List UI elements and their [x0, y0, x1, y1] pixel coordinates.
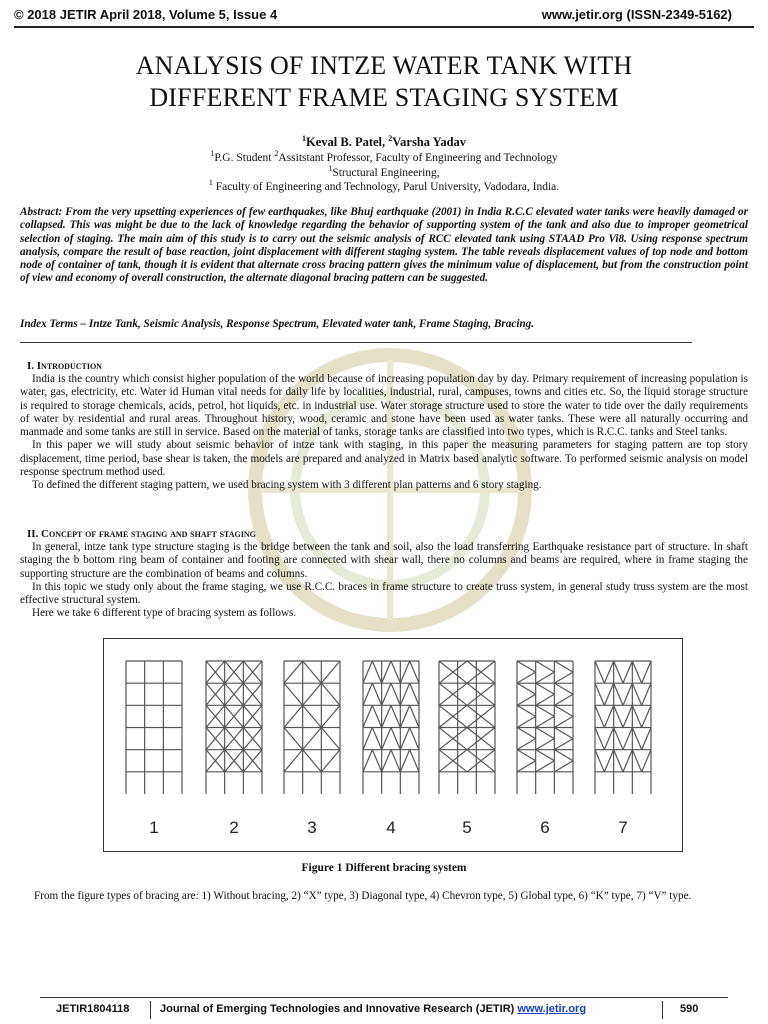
brace — [536, 672, 555, 683]
brace — [614, 661, 623, 683]
paragraph: Here we take 6 different type of bracing system as follows. — [32, 607, 297, 620]
paper-title: ANALYSIS OF INTZE WATER TANK WITH DIFFERENT FRAME STAGING SYSTEM — [135, 51, 633, 112]
brace — [410, 705, 419, 727]
brace — [554, 761, 573, 772]
brace — [400, 661, 409, 683]
brace — [372, 661, 381, 683]
frame-label: 5 — [462, 818, 472, 837]
affiliation-line-3: $^1$ Faculty of Engineering and Technology, Parul University, Vadodara, India. — [208, 178, 560, 193]
brace — [372, 683, 381, 705]
brace — [554, 728, 573, 739]
brace — [595, 750, 604, 772]
brace — [382, 728, 391, 750]
brace — [303, 661, 322, 683]
brace — [517, 661, 536, 672]
footer-divider — [40, 997, 728, 998]
brace — [400, 705, 409, 727]
header-journal-info: © 2018 JETIR April 2018, Volume 5, Issue 4 — [14, 7, 278, 22]
section-divider — [20, 342, 692, 343]
figure-description: From the figure types of bracing are: 1) Without bracing, 2) “X” type, 3) Diagonal type, 4) Chevron type, 5) Global type, 6) “K” type, 7) “V” type. — [34, 890, 692, 902]
brace — [303, 750, 322, 772]
brace — [536, 661, 555, 672]
section-heading-introduction: I. Introduction — [27, 360, 102, 372]
brace — [391, 728, 400, 750]
brace — [321, 705, 340, 727]
brace — [604, 683, 613, 705]
brace — [372, 728, 381, 750]
brace — [632, 728, 641, 750]
brace — [632, 750, 641, 772]
brace — [400, 728, 409, 750]
brace — [642, 750, 651, 772]
brace — [595, 728, 604, 750]
brace — [400, 750, 409, 772]
frame-label: 2 — [229, 818, 239, 837]
brace — [303, 683, 322, 705]
brace — [321, 728, 340, 750]
brace — [632, 683, 641, 705]
brace — [303, 705, 322, 727]
brace — [321, 750, 340, 772]
brace — [623, 750, 632, 772]
brace — [554, 694, 573, 705]
brace — [614, 750, 623, 772]
brace — [410, 728, 419, 750]
brace — [372, 705, 381, 727]
bracing-figure — [103, 638, 683, 852]
brace — [391, 661, 400, 683]
frame-label: 4 — [386, 818, 396, 837]
brace — [517, 761, 536, 772]
brace — [382, 683, 391, 705]
brace — [400, 683, 409, 705]
brace — [623, 728, 632, 750]
brace — [554, 672, 573, 683]
brace — [517, 739, 536, 750]
footer-link[interactable]: www.jetir.org — [517, 1003, 587, 1015]
brace — [554, 661, 573, 672]
brace — [604, 661, 613, 683]
page-number: 590 — [680, 1003, 699, 1015]
brace — [363, 705, 372, 727]
affiliation-line-2: $^1$Structural Engineering, — [328, 164, 440, 179]
brace — [517, 705, 536, 716]
index-terms: Index Terms – Intze Tank, Seismic Analysis, Response Spectrum, Elevated water tank, Frame Staging, Bracing. — [20, 318, 535, 330]
brace — [536, 694, 555, 705]
brace — [372, 750, 381, 772]
brace — [632, 661, 641, 683]
brace — [554, 705, 573, 716]
brace — [536, 750, 555, 761]
introduction-body — [20, 373, 748, 493]
brace — [382, 705, 391, 727]
brace — [536, 716, 555, 727]
footer-journal: Journal of Emerging Technologies and Innovative Research (JETIR) www.jetir.org — [160, 1003, 587, 1015]
brace — [614, 683, 623, 705]
brace — [595, 705, 604, 727]
bracing-diagrams — [104, 639, 682, 851]
brace — [363, 728, 372, 750]
brace — [303, 728, 322, 750]
brace — [410, 683, 419, 705]
brace — [614, 705, 623, 727]
author-list: $^1$Keval B. Patel, $^2$Varsha Yadav — [301, 134, 467, 150]
footer-separator — [150, 1001, 151, 1019]
brace — [410, 750, 419, 772]
header-website: www.jetir.org (ISSN-2349-5162) — [541, 7, 732, 22]
frame-staging-body — [20, 541, 748, 621]
brace — [536, 739, 555, 750]
brace — [595, 661, 604, 683]
paragraph: To defined the different staging pattern, we used bracing system with 3 different plan patterns and 6 story staging. — [32, 479, 542, 492]
brace — [554, 750, 573, 761]
brace — [382, 750, 391, 772]
brace — [363, 750, 372, 772]
brace — [642, 705, 651, 727]
brace — [595, 683, 604, 705]
brace — [517, 750, 536, 761]
brace — [536, 761, 555, 772]
brace — [391, 705, 400, 727]
brace — [604, 728, 613, 750]
brace — [604, 705, 613, 727]
brace — [284, 683, 303, 705]
brace — [284, 750, 303, 772]
paragraph: In this topic we study only about the frame staging, we use R.C.C. braces in frame structure to create truss system, in general study truss system are the most effective structural system. — [20, 580, 748, 607]
brace — [391, 683, 400, 705]
frame-label: 7 — [618, 818, 628, 837]
brace — [623, 705, 632, 727]
brace — [321, 661, 340, 683]
paragraph: In general, intze tank type structure staging is the bridge between the tank and soil, also the load transferring Earthquake resistance part of structure. In shaft staging the b bottom ring beam of container and footing are connected with shear wall, there no columns and beams are required, where in frame staging the supporting structure are the combination of beams and columns. — [20, 541, 748, 580]
brace — [382, 661, 391, 683]
brace — [517, 694, 536, 705]
brace — [554, 739, 573, 750]
brace — [614, 728, 623, 750]
brace — [391, 750, 400, 772]
brace — [284, 705, 303, 727]
brace — [536, 728, 555, 739]
paragraph: In this paper we will study about seismic behavior of intze tank with staging, in this paper the measuring parameters for staging pattern are top story displacement, time period, base shear is taken, the models are prepared and analyzed in Matrix based analytic software. To performed seismic analysis on model response spectrum method used. — [20, 439, 748, 479]
paragraph: India is the country which consist higher population of the world because of increasing population day by day. Primary requirement of increasing population is water, gas, electricity, etc. Water id Human vital needs for daily life by localities, industrial, rural, campuses, towns and cities etc. So, the liquid storage structure is required to storage chemicals, acids, petrol, hot liquids, etc. in industrial use. Water storage structure used to store the water to tide over the daily requirements of water by residential and rural areas. Throughout history, wood, ceramic and stone have been used as water tanks. These were all naturally occurring and manmade and some tanks are still in service. Based on the material of tanks, storage tanks are classified into two types, which is R.C.C. tanks and Steel tanks. — [20, 373, 748, 439]
brace — [554, 683, 573, 694]
brace — [517, 716, 536, 727]
brace — [363, 683, 372, 705]
brace — [642, 728, 651, 750]
brace — [321, 683, 340, 705]
brace — [623, 661, 632, 683]
section-heading-frame-staging: II. Concept of frame staging and shaft staging — [27, 528, 256, 540]
frame-label: 6 — [540, 818, 550, 837]
brace — [604, 750, 613, 772]
brace — [363, 661, 372, 683]
brace — [410, 661, 419, 683]
affiliation-line-1: $^1$P.G. Student $^2$Assitstant Professor, Faculty of Engineering and Technology — [210, 149, 558, 164]
header-divider — [14, 26, 754, 28]
brace — [517, 672, 536, 683]
brace — [517, 683, 536, 694]
brace — [623, 683, 632, 705]
brace — [284, 728, 303, 750]
figure-caption: Figure 1 Different bracing system — [301, 862, 467, 874]
frame-label: 1 — [149, 818, 159, 837]
footer-separator — [662, 1001, 663, 1019]
brace — [642, 683, 651, 705]
frame-label: 3 — [307, 818, 317, 837]
brace — [284, 661, 303, 683]
brace — [554, 716, 573, 727]
brace — [536, 683, 555, 694]
brace — [536, 705, 555, 716]
abstract: Abstract: From the very upsetting experiences of few earthquakes, like Bhuj earthquake (2001) in India R.C.C elevated water tanks were heavily damaged or collapsed. This was might be due to the lack of knowledge regarding the behavior of supporting system of the tank and also due to improper geometrical selection of staging. The main aim of this study is to carry out the seismic analysis of RCC elevated tank using STAAD Pro Vi8. Using response spectrum analysis, compare the result of base reaction, joint displacement with different staging system. The table reveals displacement values of top node and bottom node of container of tank, though it is evident that alternate cross bracing pattern gives the minimum value of displacement, but from the construction point of view and economy of overall construction, the alternate diagonal bracing pattern can be suggested. — [20, 206, 748, 285]
brace — [517, 728, 536, 739]
footer-paper-id: JETIR1804118 — [56, 1003, 130, 1015]
brace — [632, 705, 641, 727]
brace — [642, 661, 651, 683]
